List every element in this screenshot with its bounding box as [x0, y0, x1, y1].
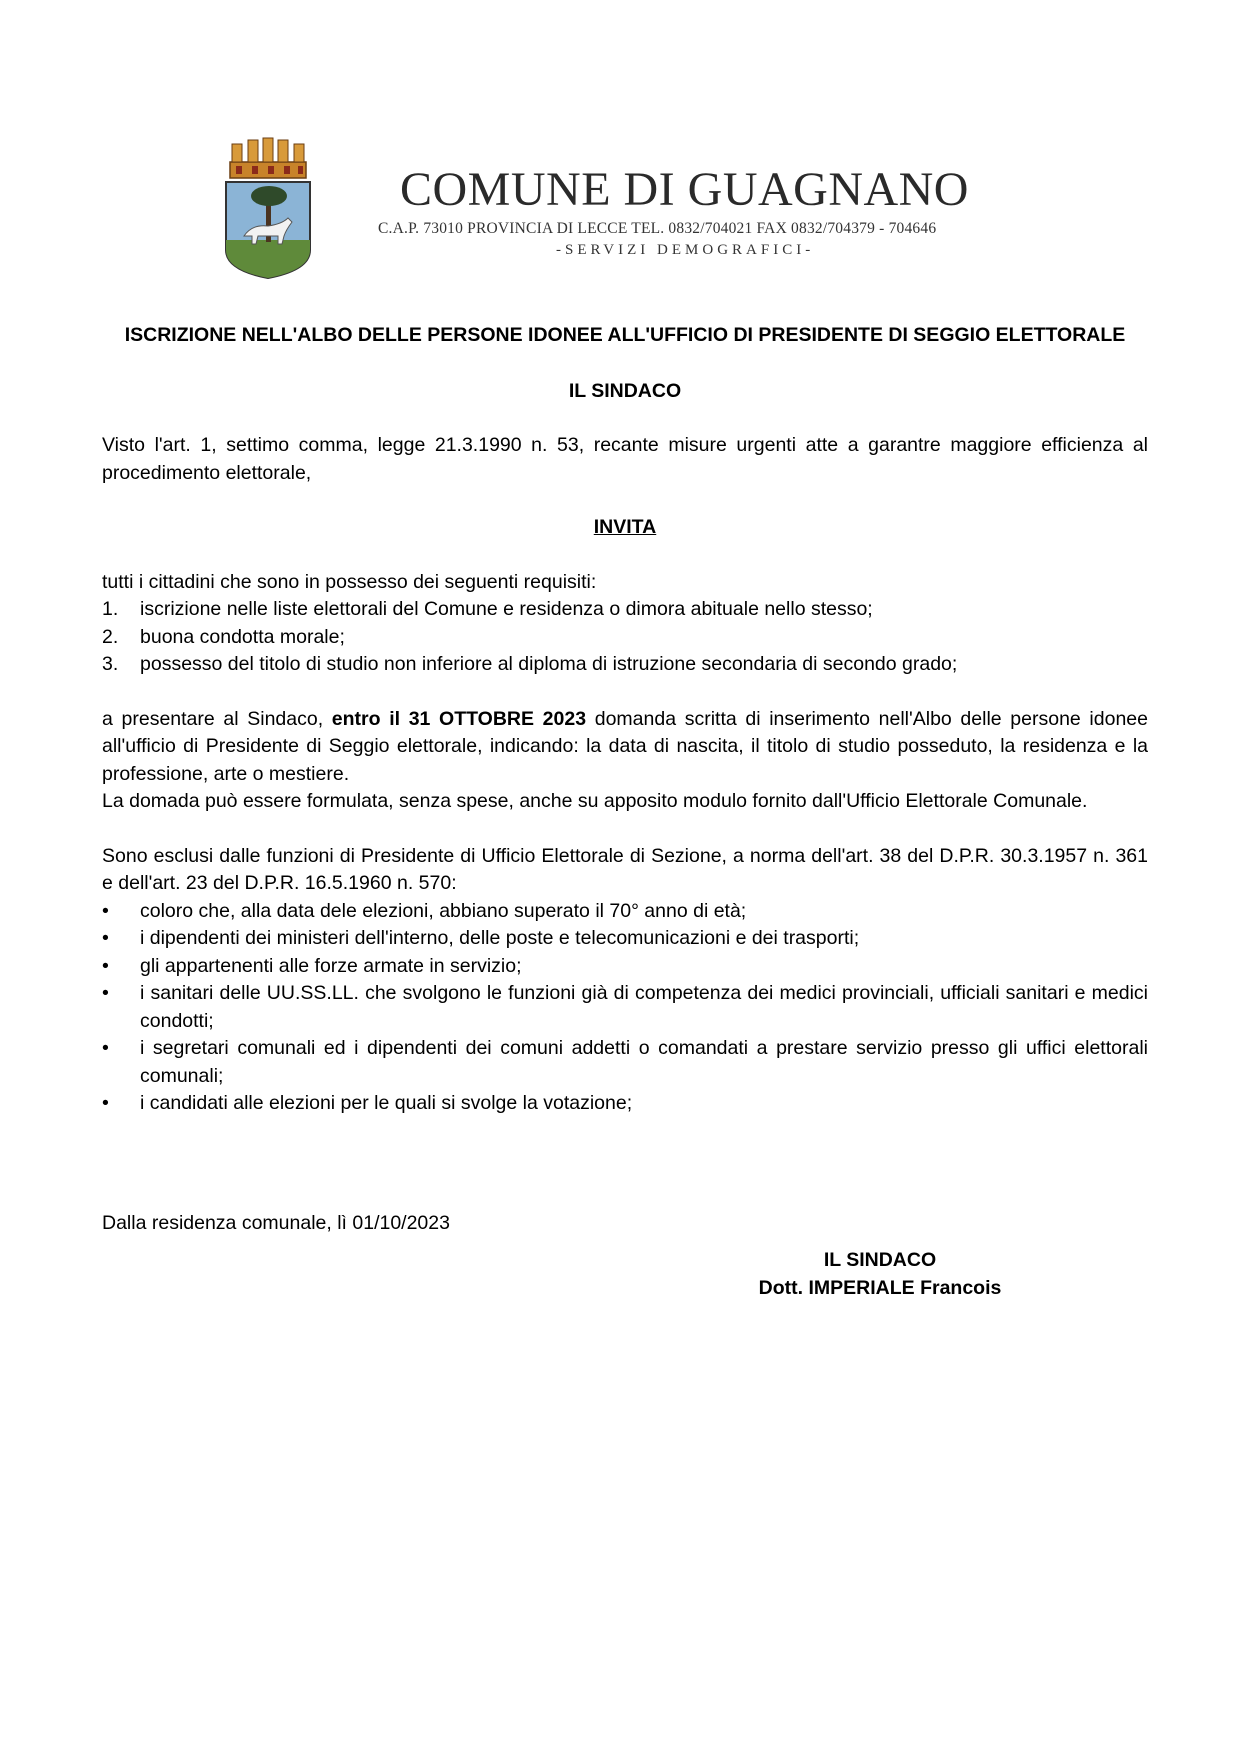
list-item [102, 980, 1148, 1035]
request-text-before: a presentare al Sindaco, [102, 707, 332, 730]
list-item [102, 651, 1148, 679]
list-item-text: i sanitari delle UU.SS.LL. che svolgono le funzioni già di competenza dei medici provinciali, ufficiali sanitari e medici condotti; [140, 982, 1148, 1032]
list-number: 1. [102, 598, 119, 620]
preamble-paragraph: Visto l'art. 1, settimo comma, legge 21.3.1990 n. 53, recante misure urgenti atte a garantre maggiore efficienza al procedimento elettorale, [102, 434, 1148, 484]
requirements-intro: tutti i cittadini che sono in possesso dei seguenti requisiti: [102, 570, 597, 593]
list-item [102, 1035, 1148, 1090]
date-line: Dalla residenza comunale, lì 01/10/2023 [102, 1212, 450, 1234]
list-item [102, 1090, 1148, 1118]
list-item [102, 953, 1148, 981]
document-title: ISCRIZIONE NELL'ALBO DELLE PERSONE IDONEE ALL'UFFICIO DI PRESIDENTE DI SEGGIO ELETTORALE [124, 324, 1126, 346]
municipality-name: COMUNE DI GUAGNANO [400, 163, 969, 216]
bullet-icon: • [102, 1092, 109, 1114]
list-item-text: coloro che, alla data dele elezioni, abbiano superato il 70° anno di età; [140, 899, 747, 922]
list-item [102, 898, 1148, 926]
list-item [102, 596, 1148, 624]
form-note-paragraph: La domada può essere formulata, senza spese, anche su apposito modulo fornito dall'Ufficio Elettorale Comunale. [102, 790, 1088, 812]
list-item-text: i dipendenti dei ministeri dell'interno, delle poste e telecomunicazioni e dei trasporti; [140, 927, 860, 949]
exclusions-list [102, 898, 1148, 1118]
exclusions-intro: Sono esclusi dalle funzioni di Presidente di Ufficio Elettorale di Sezione, a norma dell'art. 38 del D.P.R. 30.3.1957 n. 361 e dell'art. 23 del D.P.R. 16.5.1960 n. 570: [102, 844, 1148, 894]
bullet-icon: • [102, 1037, 109, 1059]
list-item-text: i candidati alle elezioni per le quali si svolge la votazione; [140, 1092, 633, 1114]
requirements-list [102, 596, 1148, 679]
municipality-contact-info: C.A.P. 73010 PROVINCIA DI LECCE TEL. 0832/704021 FAX 0832/704379 - 704646 [378, 220, 937, 237]
letterhead [212, 132, 1072, 282]
list-item-text: possesso del titolo di studio non inferiore al diploma di istruzione secondaria di secondo grado; [140, 653, 958, 675]
municipality-office: -SERVIZI DEMOGRAFICI- [556, 242, 815, 258]
bullet-icon: • [102, 954, 109, 977]
list-number: 3. [102, 653, 119, 675]
request-text-after: domanda scritta di inserimento nell'Albo delle persone idonee all'ufficio di Presidente di Seggio elettorale, indicando: la data di nascita, il titolo di studio posseduto, la residenza e la professione, arte o mestiere. [102, 707, 1148, 785]
bullet-icon: • [102, 927, 109, 949]
list-item-text: buona condotta morale; [140, 625, 345, 648]
bullet-icon: • [102, 899, 109, 922]
invita-heading: INVITA [593, 516, 657, 538]
list-number: 2. [102, 625, 119, 648]
signature-block [730, 1246, 1030, 1302]
request-deadline: entro il 31 OTTOBRE 2023 [331, 707, 587, 730]
list-item-text: iscrizione nelle liste elettorali del Comune e residenza o dimora abituale nello stesso; [140, 598, 873, 620]
list-item [102, 925, 1148, 953]
signature-title: IL SINDACO [823, 1249, 937, 1271]
list-item-text: i segretari comunali ed i dipendenti dei comuni addetti o comandati a prestare servizio presso gli uffici elettorali comunali; [140, 1037, 1148, 1087]
request-paragraph [102, 706, 1148, 789]
municipal-crest-logo [212, 132, 324, 282]
signature-name: Dott. IMPERIALE Francois [758, 1277, 1002, 1299]
authority-heading: IL SINDACO [568, 379, 682, 402]
bullet-icon: • [102, 982, 109, 1004]
list-item [102, 624, 1148, 652]
document-body [102, 322, 1148, 1118]
list-item-text: gli appartenenti alle forze armate in servizio; [140, 954, 522, 977]
